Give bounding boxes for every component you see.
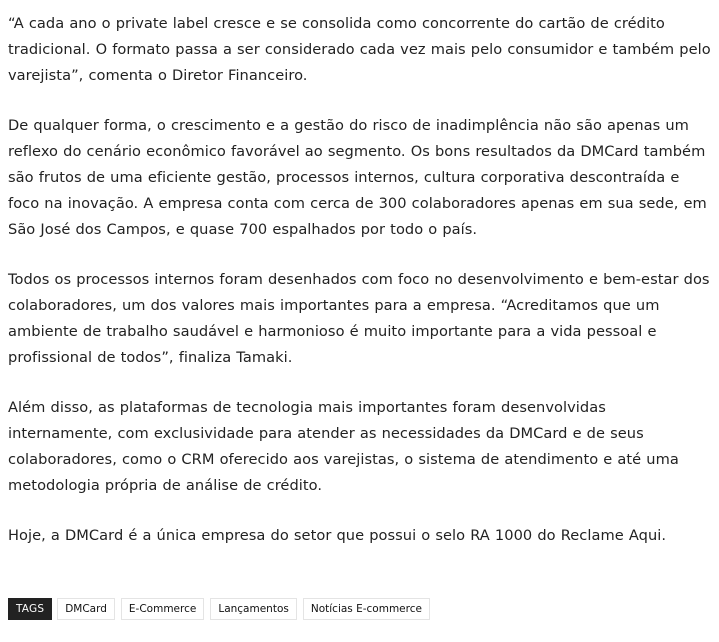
tag-noticias-e-commerce[interactable]: Notícias E-commerce (303, 598, 430, 620)
tag-e-commerce[interactable]: E-Commerce (121, 598, 204, 620)
article-body (8, 11, 712, 573)
tag-dmcard[interactable]: DMCard (57, 598, 115, 620)
tags-label: TAGS (8, 598, 52, 620)
tag-lancamentos[interactable]: Lançamentos (210, 598, 297, 620)
article-paragraph: De qualquer forma, o crescimento e a gestão do risco de inadimplência não são apenas um reflexo do cenário econômico favorável ao segmento. Os bons resultados da DMCard também são frutos de uma eficiente gestão, processos internos, cultura corporativa descontraída e foco na inovação. A empresa conta com cerca de 300 colaboradores apenas em sua sede, em São José dos Campos, e quase 700 espalhados por todo o país. (8, 117, 707, 238)
article-paragraph: “A cada ano o private label cresce e se consolida como concorrente do cartão de crédito tradicional. O formato passa a ser considerado cada vez mais pelo consumidor e também pelo varejista”, comenta o Diretor Financeiro. (8, 15, 711, 84)
tags-bar (8, 598, 436, 620)
article-paragraph: Todos os processos internos foram desenhados com foco no desenvolvimento e bem-estar dos colaboradores, um dos valores mais importantes para a empresa. “Acreditamos que um ambiente de trabalho saudável e harmonioso é muito importante para a vida pessoal e profissional de todos”, finaliza Tamaki. (8, 271, 710, 366)
article-paragraph: Além disso, as plataformas de tecnologia mais importantes foram desenvolvidas internamente, com exclusividade para atender as necessidades da DMCard e de seus colaboradores, como o CRM oferecido aos varejistas, o sistema de atendimento e até uma metodologia própria de análise de crédito. (8, 399, 679, 494)
article-paragraph: Hoje, a DMCard é a única empresa do setor que possui o selo RA 1000 do Reclame Aqui. (8, 527, 667, 544)
